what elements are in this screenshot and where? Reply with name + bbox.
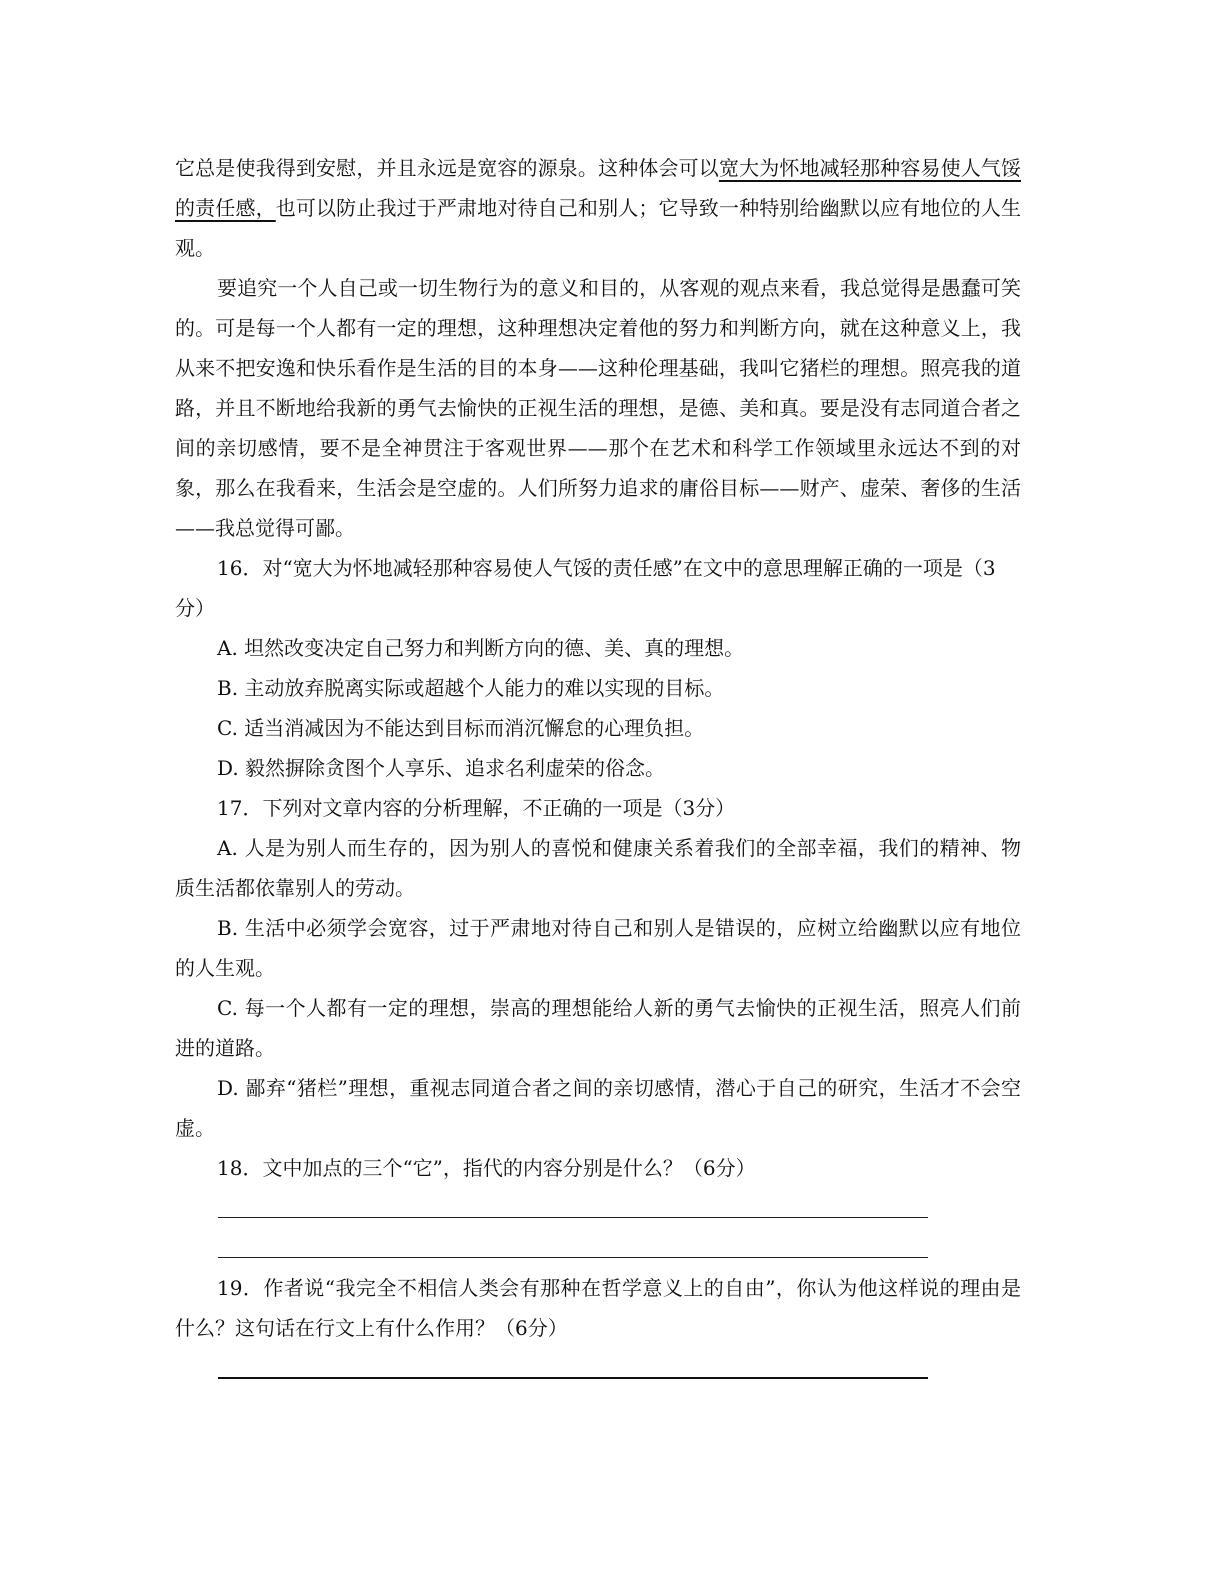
question-17-option-a: A. 人是为别人而生存的，因为别人的喜悦和健康关系着我们的全部幸福，我们的精神、物质生活都依靠别人的劳动。 — [175, 836, 1021, 900]
passage-text: 也可以防止我过于严肃地对待自己和别人；它导致一种特别给幽默以应有地位的人生观。 — [175, 196, 1022, 260]
passage-paragraph-1 — [175, 148, 1021, 268]
passage-paragraph-2: 要追究一个人自己或一切生物行为的意义和目的，从客观的观点来看，我总觉得是愚蠢可笑的。可是每一个人都有一定的理想，这种理想决定着他的努力和判断方向，就在这种意义上，我从来不把安逸和快乐看作是生活的目的本身——这种伦理基础，我叫它猪栏的理想。照亮我的道路，并且不断地给我新的勇气去愉快的正视生活的理想，是德、美和真。要是没有志同道合者之间的亲切感情，要不是全神贯注于客观世界——那个在艺术和科学工作领域里永远达不到的对象，那么在我看来，生活会是空虚的。人们所努力追求的庸俗目标——财产、虚荣、奢侈的生活——我总觉得可鄙。 — [175, 276, 1021, 540]
question-16-option-c: C. 适当消减因为不能达到目标而消沉懈怠的心理负担。 — [217, 716, 705, 740]
question-16-option-a: A. 坦然改变决定自己努力和判断方向的德、美、真的理想。 — [217, 636, 745, 660]
question-19-stem: 19．作者说“我完全不相信人类会有那种在哲学意义上的自由”，你认为他这样说的理由是什么？这句话在行文上有什么作用？（6分） — [175, 1276, 1021, 1340]
question-16-option-b: B. 主动放弃脱离实际或超越个人能力的难以实现的目标。 — [217, 676, 725, 700]
question-17-option-d: D. 鄙弃“猪栏”理想，重视志同道合者之间的亲切感情，潜心于自己的研究，生活才不会空虚。 — [175, 1076, 1021, 1140]
answer-line-19-1[interactable] — [218, 1377, 928, 1379]
passage-text: 它总是使我得到安慰，并且永远是宽容的源泉。这种体会可以 — [175, 156, 719, 180]
question-18-stem: 18．文中加点的三个“它”，指代的内容分别是什么？（6分） — [217, 1156, 756, 1180]
question-16-option-d: D. 毅然摒除贪图个人享乐、追求名利虚荣的俗念。 — [217, 756, 666, 780]
question-17-option-b: B. 生活中必须学会宽容，过于严肃地对待自己和别人是错误的，应树立给幽默以应有地位的人生观。 — [175, 916, 1021, 980]
answer-line-18-2[interactable] — [218, 1257, 928, 1258]
question-17-option-c: C. 每一个人都有一定的理想，崇高的理想能给人新的勇气去愉快的正视生活，照亮人们前进的道路。 — [175, 996, 1021, 1060]
exam-page — [175, 148, 1021, 1188]
answer-line-18-1[interactable] — [218, 1217, 928, 1218]
question-16-stem: 16．对“宽大为怀地减轻那种容易使人气馁的责任感”在文中的意思理解正确的一项是（3分） — [175, 556, 996, 620]
question-17-stem: 17．下列对文章内容的分析理解，不正确的一项是（3分） — [217, 796, 736, 820]
underlined-phrase: 宽大为怀地减轻那种容易使人气馁的责任感， — [175, 156, 1022, 220]
question-19-block — [175, 1268, 1021, 1348]
